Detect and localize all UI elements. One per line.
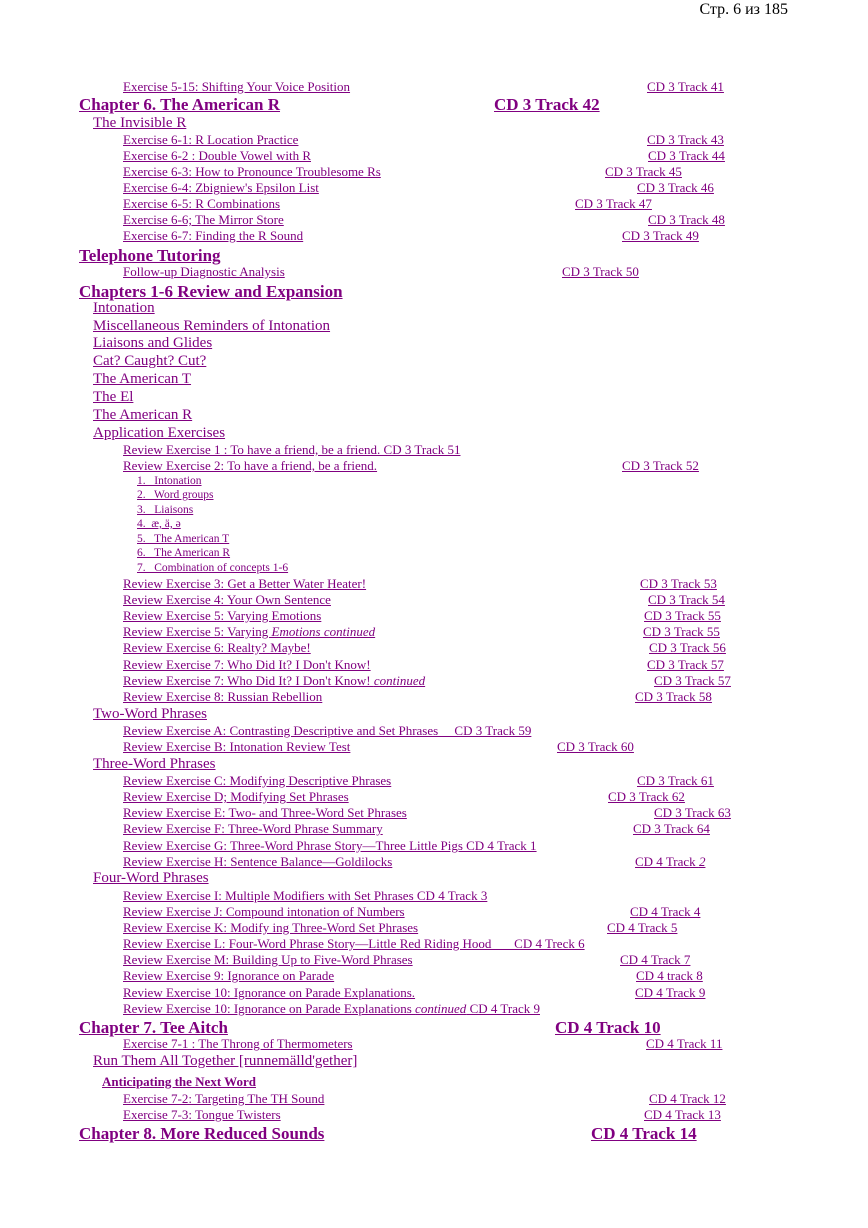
toc-entry-link[interactable] [123, 1091, 726, 1107]
toc-entry-track: CD 3 Track 54 [648, 592, 725, 607]
toc-entry-leader [415, 985, 635, 1001]
toc-entry-title: Review Exercise 9: Ignorance on Parade [123, 968, 335, 983]
toc-entry-title: Review Exercise E: Two- and Three-Word Set Phrases [123, 805, 407, 820]
toc-entry-title: Exercise 6-5: R Combinations [123, 196, 281, 211]
toc-entry-title: Review Exercise J: Compound intonation of Numbers [123, 904, 405, 919]
toc-entry-link[interactable] [123, 838, 537, 854]
toc-entry-title: Review Exercise 7: Who Did It? I Don't Know! [123, 657, 371, 672]
toc-entry-title: Review Exercise 4: Your Own Sentence [123, 592, 331, 607]
toc-entry-title: Review Exercise B: Intonation Review Test [123, 739, 351, 754]
toc-entry-leader [407, 805, 654, 821]
toc-entry-title: Run Them All Together [runnemälld'gether] [93, 1053, 358, 1069]
toc-entry-track: CD 3 Track 62 [608, 789, 685, 804]
toc-entry-title: Review Exercise 5: Varying Emotions [123, 608, 322, 623]
toc-entry-link[interactable] [123, 132, 724, 148]
toc-entry-link[interactable] [93, 425, 225, 442]
toc-entry-link[interactable] [123, 624, 720, 640]
toc-subitem-link[interactable] [137, 547, 230, 559]
toc-entry-link[interactable] [123, 1036, 722, 1052]
toc-entry-title: Telephone Tutoring [79, 246, 221, 265]
toc-entry-link[interactable] [123, 640, 726, 656]
toc-entry-link[interactable] [123, 657, 724, 673]
toc-entry-title: Review Exercise 1 : To have a friend, be a friend. CD 3 Track 51 [123, 442, 461, 457]
toc-entry-leader [377, 458, 622, 474]
toc-entry-leader [381, 164, 605, 180]
toc-entry-title: Chapter 7. Tee Aitch [79, 1018, 228, 1037]
toc-entry-leader [366, 576, 640, 592]
toc-entry-title: Exercise 7-2: Targeting The TH Sound [123, 1091, 325, 1106]
toc-entry-title: The American R [93, 407, 193, 423]
toc-entry-link[interactable] [123, 723, 531, 739]
toc-entry-link[interactable] [123, 673, 731, 689]
toc-entry-title: Chapter 8. More Reduced Sounds [79, 1124, 325, 1143]
toc-entry-leader [311, 640, 649, 656]
toc-entry-title: Exercise 7-3: Tongue Twisters [123, 1107, 281, 1122]
toc-entry-title: Four-Word Phrases [93, 870, 209, 886]
toc-entry-link[interactable] [123, 1001, 540, 1017]
toc-entry-title: Exercise 6-2 : Double Vowel with R [123, 148, 311, 163]
toc-entry-track: CD 4 track 8 [636, 968, 703, 983]
toc-entry-track: CD 3 Track 45 [605, 164, 682, 179]
toc-entry-leader [353, 1036, 646, 1052]
page-number: Стр. 6 из 185 [699, 1, 788, 18]
toc-entry-link[interactable] [123, 1107, 721, 1123]
toc-entry-title: The American T [93, 371, 192, 387]
toc-entry-link[interactable] [123, 689, 712, 705]
toc-entry-title: Review Exercise 3: Get a Better Water Heater! [123, 576, 367, 591]
toc-entry-leader [228, 1018, 555, 1038]
toc-entry-link[interactable] [123, 805, 731, 821]
toc-entry-link[interactable] [123, 442, 460, 458]
toc-entry-title: Review Exercise 5: Varying [123, 624, 272, 639]
toc-entry-track: CD 3 Track 49 [622, 228, 699, 243]
toc-entry-leader [405, 904, 630, 920]
toc-entry-title: Review Exercise H: Sentence Balance—Goldilocks [123, 854, 393, 869]
toc-entry-link[interactable] [93, 115, 186, 132]
toc-chapter-link[interactable] [79, 1124, 697, 1144]
toc-entry-title: Exercise 5-15: Shifting Your Voice Position [123, 79, 351, 94]
toc-entry-leader [324, 1124, 591, 1144]
toc-entry-link[interactable] [123, 789, 685, 805]
toc-entry-title: Review Exercise C: Modifying Descriptive Phrases [123, 773, 392, 788]
toc-entry-title: 5. The American T [137, 533, 230, 545]
toc-entry-link[interactable] [123, 952, 690, 968]
toc-entry-track: CD 4 Track 14 [591, 1124, 697, 1143]
toc-entry-title: 4. æ, ä, ə [137, 518, 181, 530]
toc-entry-link[interactable] [123, 936, 585, 952]
toc-entry-leader [334, 968, 636, 984]
toc-entry-title: 1. Intonation [137, 475, 202, 487]
toc-entry-track: CD 3 Track 43 [647, 132, 724, 147]
toc-entry-leader [322, 689, 635, 705]
toc-subitem-link[interactable] [137, 533, 229, 545]
toc-entry-title: Miscellaneous Reminders of Intonation [93, 318, 331, 334]
toc-entry-link[interactable] [123, 196, 652, 212]
toc-entry-track: CD 3 Track 50 [562, 264, 639, 279]
toc-entry-leader [350, 739, 557, 755]
toc-entry-track: CD 3 Track 53 [640, 576, 717, 591]
toc-entry-title: Two-Word Phrases [93, 706, 207, 722]
toc-entry-track: CD 3 Track 61 [637, 773, 714, 788]
toc-entry-link[interactable] [123, 458, 699, 474]
toc-entry-leader [413, 952, 620, 968]
toc-entry-track: CD 4 Track 7 [620, 952, 691, 967]
toc-entry-title: Review Exercise 6: Realty? Maybe! [123, 640, 311, 655]
toc-entry-link[interactable] [123, 212, 725, 228]
toc-entry-title: Review Exercise L: Four-Word Phrase Story—Little Red Riding Hood CD 4 Treck 6 [123, 936, 585, 951]
toc-entry-track: CD 3 Track 63 [654, 805, 731, 820]
toc-entry-link[interactable] [93, 407, 192, 424]
toc-entry-title: Follow-up Diagnostic Analysis [123, 264, 285, 279]
toc-entry-leader [311, 148, 648, 164]
toc-entry-title: Exercise 6-1: R Location Practice [123, 132, 299, 147]
toc-entry-title: Intonation [93, 300, 155, 316]
toc-entry-link[interactable] [123, 888, 487, 904]
toc-entry-title: Chapters 1-6 Review and Expansion [79, 282, 343, 301]
toc-entry-title: Chapter 6. The American R [79, 95, 281, 114]
toc-entry-title: Review Exercise 7: Who Did It? I Don't Know! [123, 673, 374, 688]
toc-entry-leader [298, 132, 647, 148]
toc-entry-track: CD 4 Track 12 [649, 1091, 726, 1106]
toc-entry-leader [371, 657, 647, 673]
toc-entry-leader [418, 920, 607, 936]
toc-entry-title: 7. Combination of concepts 1-6 [137, 562, 289, 574]
toc-entry-link[interactable] [123, 968, 703, 984]
toc-entry-track: CD 3 Track 42 [494, 95, 600, 114]
toc-entry-leader [281, 1107, 644, 1123]
toc-entry-title: Review Exercise 2: To have a friend, be a friend. [123, 458, 378, 473]
toc-entry-title: Review Exercise D; Modifying Set Phrases [123, 789, 349, 804]
toc-entry-title: Exercise 6-3: How to Pronounce Troublesome Rs [123, 164, 381, 179]
toc-entry-link[interactable] [93, 1053, 357, 1070]
toc-entry-link[interactable] [123, 739, 634, 755]
toc-entry-title: Exercise 6-6; The Mirror Store [123, 212, 284, 227]
toc-entry-link[interactable] [93, 706, 207, 723]
toc-entry-title: Review Exercise A: Contrasting Descriptive and Set Phrases CD 3 Track 59 [123, 723, 532, 738]
toc-entry-italic: continued [373, 673, 426, 688]
toc-entry-track: CD 4 Track 4 [630, 904, 701, 919]
toc-entry-leader [324, 1091, 649, 1107]
toc-entry-title: 2. Word groups [137, 489, 214, 501]
toc-subitem-link[interactable] [137, 475, 202, 487]
toc-entry-title: Application Exercises [93, 425, 226, 441]
toc-entry-leader [280, 196, 575, 212]
toc-chapter-link[interactable] [79, 246, 221, 266]
toc-entry-track: CD 3 Track 55 [644, 608, 721, 623]
toc-entry-track: CD 4 Track 9 [466, 1001, 540, 1016]
toc-entry-track: CD 3 Track 57 [654, 673, 731, 688]
toc-entry-track: CD 4 Track [635, 854, 699, 869]
toc-entry-title: Review Exercise 8: Russian Rebellion [123, 689, 323, 704]
toc-entry-leader [284, 212, 648, 228]
toc-entry-title: Review Exercise I: Multiple Modifiers with Set Phrases CD 4 Track 3 [123, 888, 488, 903]
toc-entry-link[interactable] [123, 854, 705, 870]
toc-entry-link[interactable] [123, 773, 714, 789]
toc-entry-title: Anticipating the Next Word [102, 1074, 256, 1089]
toc-entry-link[interactable] [123, 904, 700, 920]
toc-entry-title: Review Exercise G: Three-Word Phrase Story—Three Little Pigs CD 4 Track 1 [123, 838, 537, 853]
toc-entry-track: CD 3 Track 48 [648, 212, 725, 227]
toc-entry-leader [349, 789, 608, 805]
toc-chapter-link[interactable] [79, 1018, 661, 1038]
toc-entry-track: CD 4 Track 10 [555, 1018, 661, 1037]
toc-entry-track: CD 3 Track 56 [649, 640, 726, 655]
toc-entry-track: CD 3 Track 41 [647, 79, 724, 94]
toc-entry-leader [331, 592, 648, 608]
toc-entry-title: The El [93, 389, 134, 405]
toc-entry-title: Liaisons and Glides [93, 335, 213, 351]
toc-entry-track: CD 3 Track 52 [622, 458, 699, 473]
toc-entry-title: Exercise 6-7: Finding the R Sound [123, 228, 304, 243]
toc-entry-link[interactable] [102, 1074, 256, 1090]
toc-entry-track: CD 3 Track 58 [635, 689, 712, 704]
toc-entry-leader [303, 228, 622, 244]
toc-entry-link[interactable] [123, 228, 699, 244]
toc-entry-track: CD 3 Track 47 [575, 196, 652, 211]
toc-entry-track: CD 3 Track 55 [643, 624, 720, 639]
toc-entry-title: Review Exercise M: Building Up to Five-Word Phrases [123, 952, 413, 967]
toc-entry-link[interactable] [123, 79, 724, 95]
toc-entry-track: CD 4 Track 11 [646, 1036, 723, 1051]
toc-entry-leader [280, 95, 494, 115]
toc-entry-track: CD 3 Track 64 [633, 821, 710, 836]
toc-entry-title: Review Exercise 10: Ignorance on Parade Explanations. [123, 985, 416, 1000]
toc-entry-link[interactable] [93, 371, 191, 388]
toc-entry-link[interactable] [93, 300, 155, 317]
toc-entry-link[interactable] [93, 389, 133, 406]
toc-entry-leader [383, 821, 633, 837]
toc-entry-link[interactable] [123, 576, 717, 592]
toc-entry-track: CD 4 Track 9 [635, 985, 706, 1000]
toc-entry-leader [319, 180, 637, 196]
toc-chapter-link[interactable] [79, 95, 600, 115]
toc-entry-link[interactable] [123, 821, 710, 837]
toc-entry-link[interactable] [123, 608, 721, 624]
toc-entry-title: 6. The American R [137, 547, 231, 559]
toc-entry-italic: continued [415, 1001, 467, 1016]
toc-entry-leader [350, 79, 647, 95]
toc-entry-link[interactable] [123, 592, 725, 608]
toc-entry-track-italic: 2 [698, 854, 706, 869]
toc-subitem-link[interactable] [137, 504, 193, 516]
toc-chapter-link[interactable] [79, 282, 343, 302]
toc-entry-leader [391, 773, 637, 789]
toc-entry-link[interactable] [123, 148, 725, 164]
toc-entry-title: Review Exercise K: Modify ing Three-Word Set Phrases [123, 920, 419, 935]
toc-entry-link[interactable] [93, 353, 206, 370]
toc-entry-title: Cat? Caught? Cut? [93, 353, 207, 369]
toc-entry-leader [321, 608, 644, 624]
toc-subitem-link[interactable] [137, 489, 214, 501]
toc-subitem-link[interactable] [137, 518, 181, 530]
toc-entry-link[interactable] [93, 318, 330, 335]
toc-entry-leader [392, 854, 635, 870]
toc-entry-title: 3. Liaisons [137, 504, 194, 516]
toc-entry-title: The Invisible R [93, 115, 187, 131]
toc-entry-italic: Emotions continued [271, 624, 376, 639]
toc-entry-link[interactable] [123, 164, 682, 180]
toc-entry-link[interactable] [123, 985, 705, 1001]
toc-entry-link[interactable] [123, 264, 639, 280]
toc-entry-track: CD 3 Track 44 [648, 148, 725, 163]
toc-entry-link[interactable] [93, 756, 216, 773]
toc-entry-track: CD 3 Track 57 [647, 657, 724, 672]
toc-entry-leader [285, 264, 562, 280]
toc-entry-leader [425, 673, 654, 689]
toc-entry-link[interactable] [93, 870, 209, 887]
toc-subitem-link[interactable] [137, 562, 288, 574]
toc-entry-track: CD 4 Track 5 [607, 920, 678, 935]
toc-entry-title: Exercise 7-1 : The Throng of Thermometers [123, 1036, 353, 1051]
toc-entry-link[interactable] [123, 920, 677, 936]
toc-entry-title: Three-Word Phrases [93, 756, 216, 772]
toc-entry-title: Review Exercise F: Three-Word Phrase Summary [123, 821, 383, 836]
toc-entry-title: Review Exercise 10: Ignorance on Parade Explanations [123, 1001, 416, 1016]
toc-entry-link[interactable] [123, 180, 714, 196]
toc-entry-track: CD 3 Track 46 [637, 180, 714, 195]
toc-entry-leader [375, 624, 643, 640]
toc-entry-track: CD 3 Track 60 [557, 739, 634, 754]
toc-entry-link[interactable] [93, 335, 212, 352]
toc-entry-track: CD 4 Track 13 [644, 1107, 721, 1122]
toc-entry-title: Exercise 6-4: Zbigniew's Epsilon List [123, 180, 319, 195]
